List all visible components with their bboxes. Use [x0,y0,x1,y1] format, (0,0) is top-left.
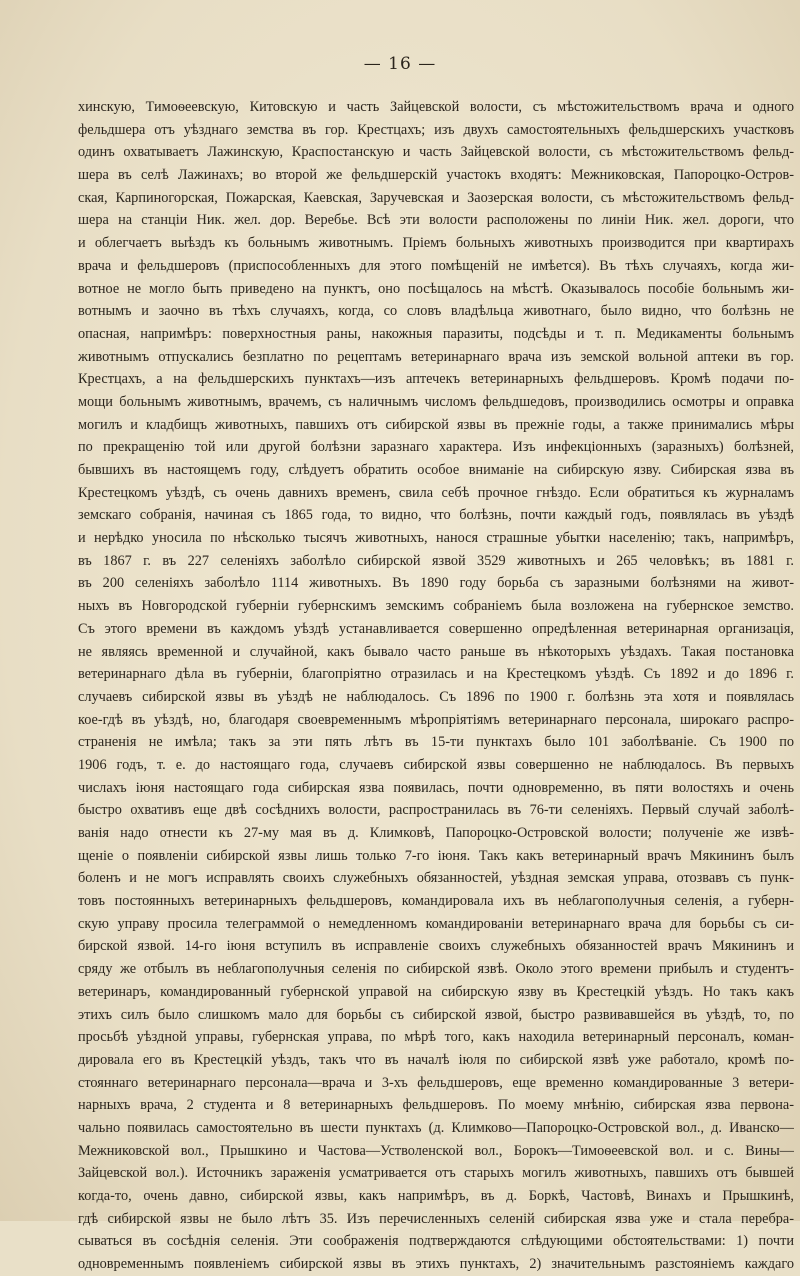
text-line: Зайцевской вол.). Источникъ зараженія усматривается отъ старыхъ могилъ животныхъ, павшихъ отъ бывшей [78,1165,794,1182]
text-line: шера въ селѣ Лажинахъ; во второй же фельдшерскій участокъ входятъ: Межниковская, Папороцко-Остров- [78,167,794,184]
text-line: ветеринаръ, командированный губернской управой на сибирскую язву въ Крестецкій уѣздъ. Но такъ какъ [78,983,794,1000]
text-line: ветеринарнаго дѣла въ губерніи, благопріятно отразилась и на Крестецкомъ уѣздѣ. Съ 1892 и до 1896 г. [78,666,794,683]
text-line: быстро охвативъ еще двѣ сосѣднихъ волости, распространилась въ 76-ти селеніяхъ. Первый случай заболѣ- [78,802,794,819]
text-line: случаевъ сибирской язвы въ уѣздѣ не наблюдалось. Съ 1896 по 1900 г. болѣзнь эта хотя и появлялась [78,688,794,705]
text-line: одновременнымъ появленіемъ сибирской язвы въ этихъ пунктахъ, 2) значительнымъ разстояніемъ каждаго [78,1256,794,1273]
body-text [78,96,794,1276]
text-line: кое-гдѣ въ уѣздѣ, но, благодаря своевременнымъ мѣропріятіямъ ветеринарнаго персонала, широкаго распро- [78,711,794,728]
text-line: Крестцахъ, а на фельдшерскихъ пунктахъ—изъ аптечекъ ветеринарныхъ фельдшеровъ. Кромѣ подачи по- [78,371,794,388]
text-line: Съ этого времени въ каждомъ уѣздѣ устанавливается совершенно опредѣленная ветеринарная организація, [78,620,794,637]
text-line: мощи больнымъ животнымъ, врачемъ, съ наличнымъ числомъ фельдшедовъ, производились осмотры и оправка [78,393,794,410]
text-line: вотнымъ и заочно въ тѣхъ случаяхъ, когда, со словъ владѣльца животнаго, было видно, что болѣзнь не [78,303,794,320]
text-line: бирской язвой. 14-го іюня вступилъ въ исправленіе своихъ служебныхъ обязанностей врачъ Мякининъ и [78,938,794,955]
text-line: хинскую, Тимоѳеевскую, Китовскую и часть Зайцевской волости, съ мѣстожительствомъ врача и одного [78,99,794,115]
text-line: щеніе о появленіи сибирской язвы лишь только 7-го іюня. Такъ какъ ветеринарный врачъ Мякининъ былъ [78,847,794,864]
text-line: по прекращенію той или другой болѣзни заразнаго характера. Изъ инфекціонныхъ (заразныхъ) болѣзней, [78,439,794,456]
text-line: Крестецкомъ уѣздѣ, съ очень давнихъ временъ, свила себѣ прочное гнѣздо. Если обратиться къ журналамъ [78,484,794,501]
text-line: ныхъ въ Новгородской губерніи губернскимъ земскимъ собраніемъ была возложена на губернское земство. [78,598,794,615]
text-line: просьбѣ уѣздной управы, губернская управа, по мѣрѣ того, какъ находила ветеринарный персоналъ, коман- [78,1029,794,1046]
text-line: скую управу просила телеграммой о немедленномъ командированіи ветеринарнаго врача для борьбы съ си- [78,915,794,932]
text-line: не являясь временной и случайной, какъ бывало часто раньше въ нѣкоторыхъ уѣздахъ. Такая постановка [78,643,794,660]
text-line: могилъ и кладбищъ животныхъ, павшихъ отъ сибирской язвы въ прежніе годы, а также принимались мѣры [78,416,794,433]
text-line: 1906 годъ, т. е. до настоящаго года, случаевъ сибирской язвы совершенно не наблюдалось. Въ первыхъ [78,756,794,773]
text-line: ванія надо отнести къ 27-му мая въ д. Климковѣ, Папороцко-Островской волости; полученіе же извѣ- [78,825,794,841]
page-number: — 16 — [363,54,437,74]
text-line: врача и фельдшеровъ (приспособленныхъ для этого помѣщеній не имѣется). Въ тѣхъ случаяхъ, когда жи- [78,257,794,274]
text-line: шера на станціи Ник. жел. дор. Веребье. Всѣ эти волости расположены по линіи Ник. жел. дороги, что [78,212,794,229]
text-line: въ 200 селеніяхъ заболѣло 1114 животныхъ. Въ 1890 году борьба съ заразными болѣзнями на живот- [78,575,794,592]
text-line: нарныхъ врача, 2 студента и 8 ветеринарныхъ фельдшеровъ. По моему мнѣнію, сибирская язва первона- [78,1097,794,1114]
text-line: земскаго собранія, начиная съ 1865 года, то видно, что болѣзнь, почти каждый годъ, появлялась въ уѣздѣ [78,507,794,524]
text-line: этихъ силъ было слишкомъ мало для борьбы съ сибирской язвой, быстро развивавшейся въ уѣздѣ, то, по [78,1006,794,1023]
text-line: когда-то, очень давно, сибирской язвы, какъ напримѣръ, въ д. Боркѣ, Частовѣ, Винахъ и Прышкинѣ, [78,1188,794,1204]
text-line: чально появилась самостоятельно въ шести пунктахъ (д. Климково—Папороцко-Островской вол., д. Иванско— [78,1119,794,1136]
text-line: товъ постоянныхъ ветеринарныхъ фельдшеровъ, командировала ихъ въ неблагополучныя селенія, а губерн- [78,893,794,910]
text-line: сряду же отбылъ въ неблагополучныя селенія по сибирской язвѣ. Около этого времени прибылъ и студентъ- [78,961,794,978]
text-line: опасная, напримѣръ: поверхностныя раны, накожныя паразиты, подсѣды и т. п. Медикаменты больнымъ [78,325,794,342]
text-line: боленъ и не могъ исправлять своихъ служебныхъ обязанностей, уѣздная земская управа, отозвавъ съ пунк- [78,870,794,887]
text-line: гдѣ сибирской язвы не было лѣтъ 35. Изъ перечисленныхъ селеній сибирская язва уже и стала перебра- [78,1210,794,1227]
text-line: и облегчаетъ выѣздъ къ больнымъ животнымъ. Пріемъ больныхъ животныхъ производится при квартирахъ [78,235,794,252]
text-line: и нерѣдко уносила по нѣсколько тысячъ животныхъ, нанося страшные убытки населенію; такъ, напримѣръ, [78,530,794,547]
text-line: Межниковской вол., Прышкино и Частова—Устволенской вол., Борокъ—Тимоѳеевской вол. и с. Вины— [78,1142,794,1159]
text-line: вотное не могло быть приведено на пунктъ, оно посѣщалось на мѣстѣ. Оказывалось пособіе больнымъ жи- [78,280,794,297]
text-line: фельдшера отъ уѣзднаго земства въ гор. Крестцахъ; изъ двухъ самостоятельныхъ фельдшерскихъ участковъ [78,121,794,138]
text-line: ская, Карпиногорская, Пожарская, Каевская, Заручевская и Заозерская волости, съ мѣстожительствомъ фельд- [78,189,794,206]
text-line: въ 1867 г. въ 227 селеніяхъ заболѣло сибирской язвой 3529 животныхъ и 265 человѣкъ; въ 1881 г. [78,552,794,569]
text-line: бывшихъ въ настоящемъ году, слѣдуетъ обратить особое вниманіе на сибирскую язву. Сибирская язва въ [78,462,794,478]
text-line: страненія не имѣла; такъ за эти пять лѣтъ въ 15-ти пунктахъ было 101 заболѣваніе. Съ 1900 по [78,734,794,751]
text-line: животнымъ отпускались безплатно по рецептамъ ветеринарнаго врача изъ земской вольной аптеки въ гор. [78,348,794,365]
text-line: сываться въ сосѣднія селенія. Эти соображенія подтверждаются слѣдующими обстоятельствами: 1) почти [78,1233,794,1250]
text-line: стояннаго ветеринарнаго персонала—врача и 3-хъ фельдшеровъ, еще временно командированные 3 ветери- [78,1074,794,1091]
text-line: одинъ охватываетъ Лажинскую, Краспостанскую и часть Зайцевской волости, съ мѣстожительствомъ фельд- [78,144,794,161]
text-line: числахъ іюня настоящаго года сибирская язва появилась, почти одновременно, въ пяти волостяхъ и очень [78,779,794,796]
text-line: дировала его въ Крестецкій уѣздъ, такъ что въ началѣ іюля по сибирской язвѣ уже работало, кромѣ по- [78,1051,794,1068]
